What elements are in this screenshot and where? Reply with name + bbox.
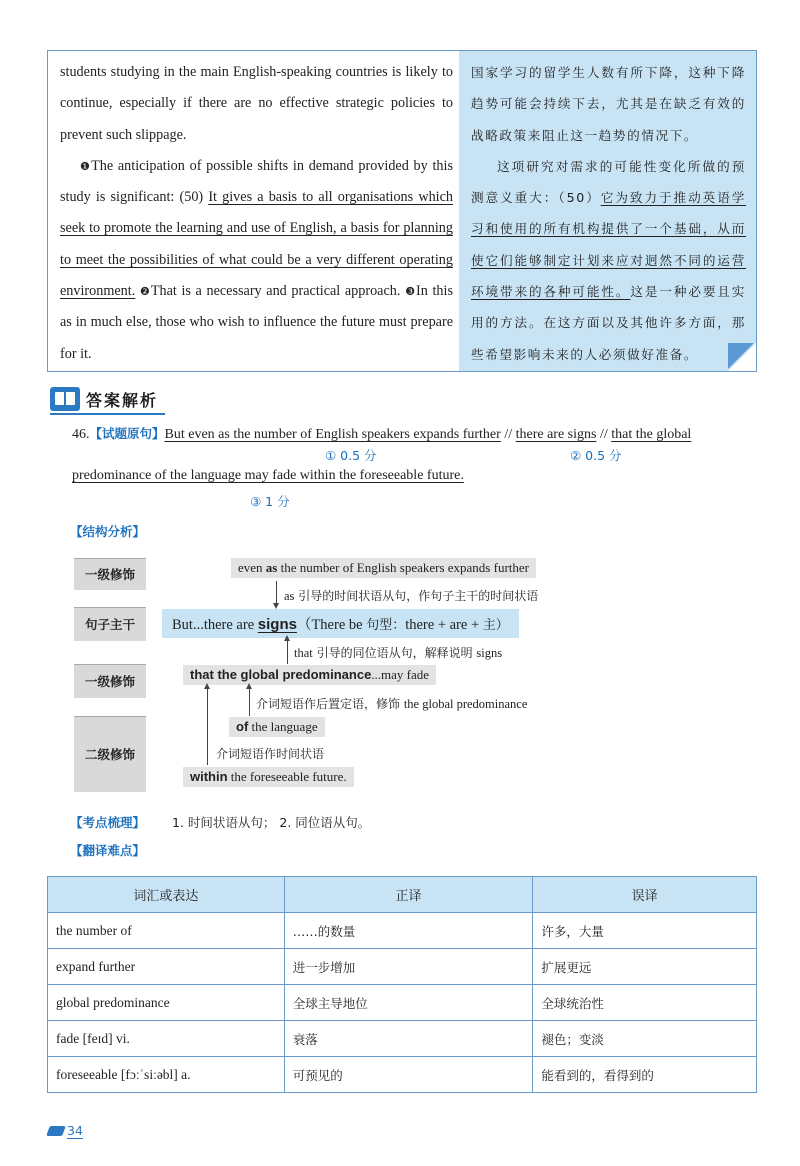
cell-correct: ……的数量	[284, 913, 533, 949]
chip-of-phrase: of the language	[229, 717, 325, 737]
score-2: ② 0.5 分	[570, 448, 622, 463]
arrow-up-2	[249, 688, 250, 716]
difficulty-tag: 【翻译难点】	[70, 843, 146, 858]
level-label-main: 句子主干	[74, 605, 146, 641]
cell-wrong: 全球统治性	[533, 985, 757, 1021]
underlined-translation-50: 它为致力于推动英语学习和使用的所有机构提供了一个基础，从而使它们能够制定计划来应对迥然不同的运营环境带来的各种可能性。	[471, 190, 746, 300]
cell-wrong: 扩展更远	[533, 949, 757, 985]
table-row	[48, 1021, 757, 1057]
cell-correct: 可预见的	[284, 1057, 533, 1093]
vocab-table	[47, 876, 757, 1093]
passage-box	[47, 50, 757, 372]
table-row	[48, 949, 757, 985]
section-underline	[50, 413, 165, 415]
chip-main-clause: But...there are signs（There be 句型：there + are + 主）	[162, 609, 519, 638]
table-row	[48, 985, 757, 1021]
cell-wrong: 能看到的，看得到的	[533, 1057, 757, 1093]
level-label-1: 一级修饰	[74, 556, 146, 590]
sentence-part-1: But even as the number of English speakers expands further	[164, 427, 501, 442]
note-prep-phrase-1: 介词短语作后置定语，修饰 the global predominance	[256, 697, 528, 711]
header-correct: 正译	[284, 877, 533, 913]
passage-cn-paragraph-2: 这项研究对需求的可能性变化所做的预测意义重大：（50）它为致力于推动英语学习和使用的所有机构提供了一个基础，从而使它们能够制定计划来应对迥然不同的运营环境带来的各种可能性。这是一种必要且实用的方法。在这方面以及其他许多方面，那些希望影响未来的人必须做好准备。	[471, 158, 746, 362]
cell-expression: foreseeable [fɔːˈsiːəbl] a.	[48, 1057, 285, 1093]
passage-en-paragraph-2: ❶The anticipation of possible shifts in demand provided by this study is significant: (50) It gives a basis to all organisations which seek to promote the learning and use of English, a basis for planning to meet the possibilities of what could be a very different operating environment. ❷That is a necessary and practical approach. ❸In this as in much else, those who wish to influence the future must prepare for it.	[60, 157, 453, 362]
page-footer	[48, 1123, 83, 1139]
note-as-clause: as 引导的时间状语从句，作句子主干的时间状语	[284, 589, 539, 603]
underlined-sentence-50: It gives a basis to all organisations which seek to promote the learning and use of English, a basis for planning to meet the possibilities of what could be a very different operating environment.	[60, 189, 453, 300]
section-header	[50, 386, 158, 412]
page-number: 34	[67, 1123, 83, 1138]
structure-tag: 【结构分析】	[70, 524, 146, 539]
table-row	[48, 913, 757, 949]
score-1: ① 0.5 分	[325, 448, 377, 463]
points-text: 1. 时间状语从句； 2. 同位语从句。	[172, 815, 371, 830]
passage-cn-paragraph-1: 国家学习的留学生人数有所下降，这种下降趋势可能会持续下去，尤其是在缺乏有效的战略政策来阻止这一趋势的情况下。	[471, 65, 746, 143]
circled-number-3: ❸	[405, 285, 417, 299]
original-sentence-tag: 【试题原句】	[89, 426, 165, 441]
page-fold-flap	[728, 343, 754, 369]
header-wrong: 误译	[533, 877, 757, 913]
arrow-up-3	[207, 688, 208, 765]
cell-expression: global predominance	[48, 985, 285, 1021]
cell-expression: expand further	[48, 949, 285, 985]
cell-expression: fade [feɪd] vi.	[48, 1021, 285, 1057]
table-row	[48, 1057, 757, 1093]
cell-wrong: 许多，大量	[533, 913, 757, 949]
level-label-1b: 一级修饰	[74, 662, 146, 698]
arrow-up-1	[287, 640, 288, 664]
section-title: 答案解析	[86, 390, 159, 410]
graduation-cap-icon	[46, 1126, 66, 1136]
passage-chinese	[459, 51, 756, 371]
book-icon	[50, 387, 80, 411]
level-label-2: 二级修饰	[74, 714, 146, 792]
passage-en-paragraph-1: students studying in the main English-speaking countries is likely to continue, especially if there are no effective strategic policies to prevent such slippage.	[60, 64, 453, 143]
circled-number-1: ❶	[80, 159, 92, 173]
points-tag: 【考点梳理】	[70, 815, 146, 830]
score-3: ③ 1 分	[250, 494, 290, 509]
chip-even-as-clause: even as the number of English speakers expands further	[231, 558, 536, 578]
cell-correct: 全球主导地位	[284, 985, 533, 1021]
cell-correct: 进一步增加	[284, 949, 533, 985]
sentence-part-2: there are signs	[515, 427, 597, 442]
table-header-row	[48, 877, 757, 913]
note-that-clause: that 引导的同位语从句，解释说明 signs	[294, 646, 503, 660]
cell-wrong: 褪色；变淡	[533, 1021, 757, 1057]
question-46-line-2	[72, 468, 464, 484]
circled-number-2: ❷	[135, 285, 151, 299]
chip-within-phrase: within the foreseeable future.	[183, 767, 354, 787]
cell-expression: the number of	[48, 913, 285, 949]
passage-english	[60, 57, 453, 370]
cell-correct: 衰落	[284, 1021, 533, 1057]
question-number: 46.	[72, 427, 90, 442]
arrow-down-1	[276, 581, 277, 604]
header-expression: 词汇或表达	[48, 877, 285, 913]
sentence-part-3b: predominance of the language may fade within the foreseeable future.	[72, 468, 464, 483]
chip-that-clause: that the global predominance...may fade	[183, 665, 436, 685]
question-46-line-1: 46.【试题原句】But even as the number of English speakers expands further // there are signs // that the global	[72, 426, 692, 442]
note-prep-phrase-2: 介词短语作时间状语	[216, 747, 325, 761]
sentence-part-3a: that the global	[611, 427, 692, 442]
